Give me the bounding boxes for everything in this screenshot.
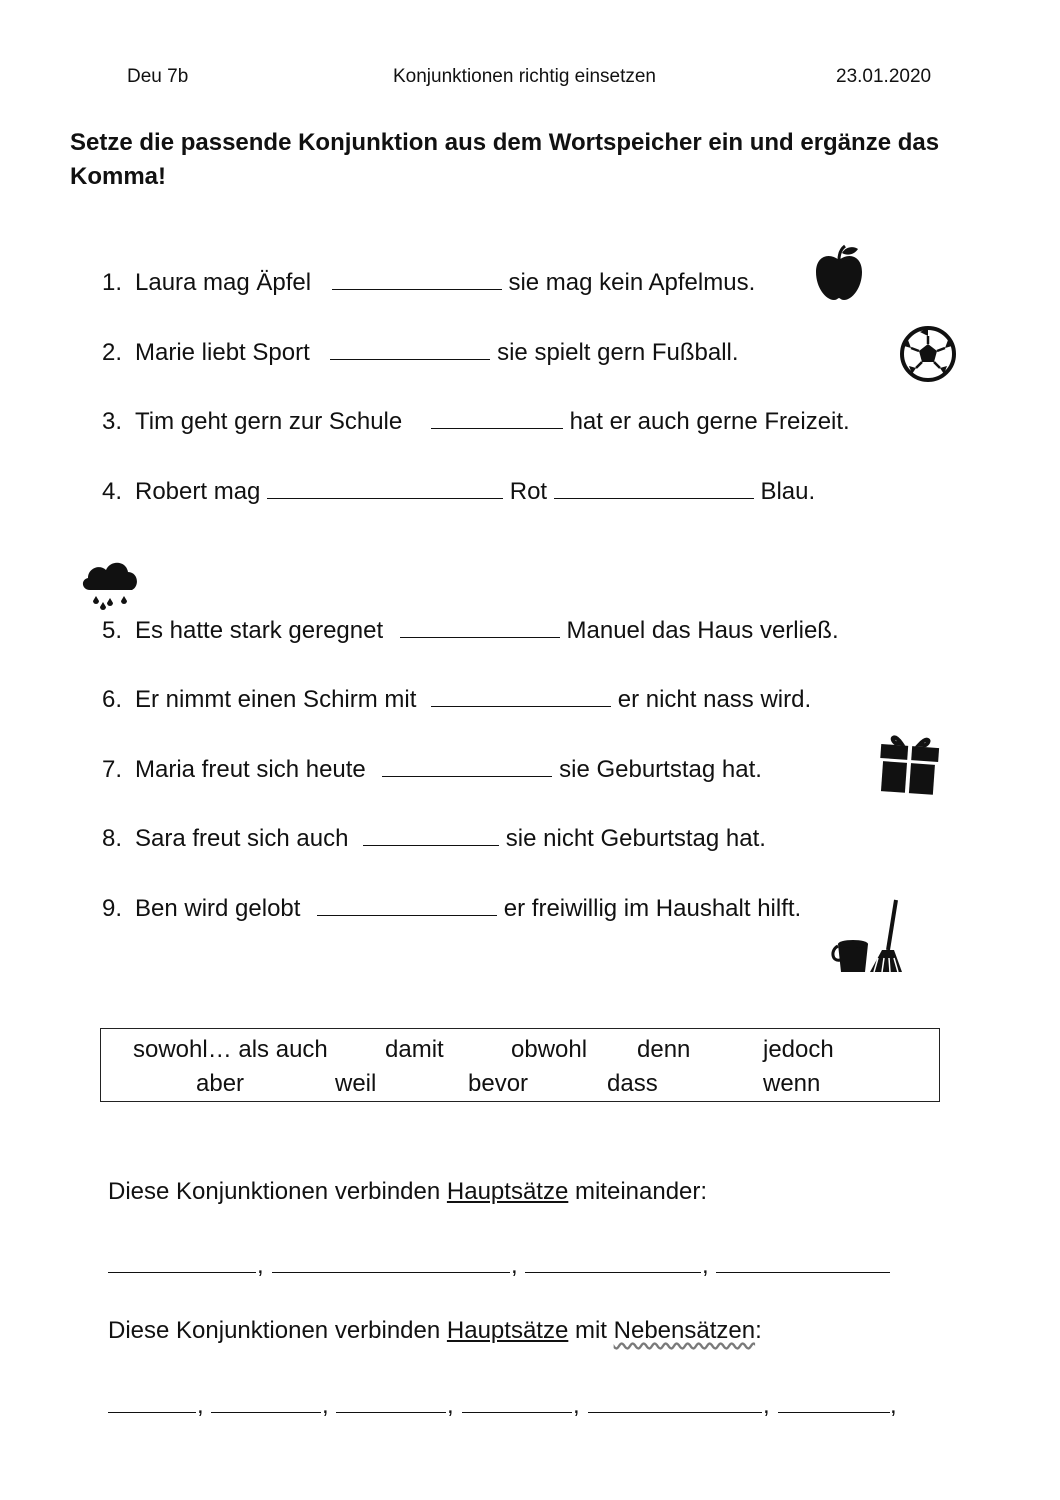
exercise-text: sie mag kein Apfelmus. bbox=[508, 269, 756, 296]
exercise-text: Blau. bbox=[760, 478, 816, 505]
comma: , bbox=[763, 1392, 770, 1419]
comma: , bbox=[890, 1392, 897, 1419]
exercise-number: 3. bbox=[102, 408, 123, 435]
answer-blank[interactable] bbox=[400, 615, 560, 638]
exercise-text: Marie liebt Sport bbox=[135, 339, 310, 366]
exercise-text: Er nimmt einen Schirm mit bbox=[135, 686, 417, 713]
exercise-number: 8. bbox=[102, 825, 123, 852]
exercise-text: Ben wird gelobt bbox=[135, 895, 301, 922]
answer-line[interactable] bbox=[272, 1272, 510, 1273]
exercise-text: Manuel das Haus verließ. bbox=[566, 617, 839, 644]
exercise-text: Laura mag Äpfel bbox=[135, 269, 312, 296]
section-text: mit bbox=[568, 1317, 614, 1344]
section-text-underlined: Hauptsätze bbox=[446, 1178, 569, 1205]
answer-line[interactable] bbox=[716, 1272, 890, 1273]
answer-blank[interactable] bbox=[267, 476, 503, 499]
section-text: miteinander: bbox=[568, 1178, 708, 1205]
word-bank-item: wenn bbox=[763, 1070, 821, 1097]
comma: , bbox=[511, 1252, 518, 1279]
answer-line[interactable] bbox=[211, 1412, 321, 1413]
word-bank-item: denn bbox=[637, 1036, 691, 1063]
bucket-broom-icon bbox=[832, 898, 906, 974]
answer-line[interactable] bbox=[525, 1272, 701, 1273]
exercise-number: 4. bbox=[102, 478, 123, 505]
exercise-text: hat er auch gerne Freizeit. bbox=[569, 408, 850, 435]
section-text: Diese Konjunktionen verbinden bbox=[108, 1178, 447, 1205]
exercise-number: 5. bbox=[102, 617, 123, 644]
gift-icon bbox=[878, 730, 940, 796]
word-bank-item: sowohl… als auch bbox=[133, 1036, 328, 1063]
answer-line[interactable] bbox=[588, 1412, 762, 1413]
header-class: Deu 7b bbox=[127, 66, 189, 87]
exercise-text: er nicht nass wird. bbox=[617, 686, 812, 713]
exercise-2 bbox=[102, 337, 739, 367]
exercise-text: Tim geht gern zur Schule bbox=[135, 408, 403, 435]
word-bank-item: aber bbox=[196, 1070, 245, 1097]
exercise-1 bbox=[102, 267, 755, 297]
exercise-number: 2. bbox=[102, 339, 123, 366]
word-bank-item: damit bbox=[385, 1036, 444, 1063]
exercise-3 bbox=[102, 406, 850, 436]
comma: , bbox=[322, 1392, 329, 1419]
comma: , bbox=[702, 1252, 709, 1279]
section-text: Diese Konjunktionen verbinden bbox=[108, 1317, 447, 1344]
exercise-number: 7. bbox=[102, 756, 123, 783]
header-title: Konjunktionen richtig einsetzen bbox=[393, 66, 657, 87]
exercise-text: er freiwillig im Haushalt hilft. bbox=[503, 895, 802, 922]
section-text-underlined: Nebensätzen bbox=[613, 1317, 756, 1344]
answer-blank[interactable] bbox=[431, 684, 611, 707]
comma: , bbox=[197, 1392, 204, 1419]
answer-blank[interactable] bbox=[554, 476, 754, 499]
exercise-text: sie Geburtstag hat. bbox=[559, 756, 762, 783]
comma: , bbox=[447, 1392, 454, 1419]
answer-blank[interactable] bbox=[332, 267, 502, 290]
answer-blank[interactable] bbox=[330, 337, 490, 360]
answer-line[interactable] bbox=[336, 1412, 446, 1413]
word-bank-item: jedoch bbox=[763, 1036, 834, 1063]
instruction: Setze die passende Konjunktion aus dem Wortspeicher ein und ergänze das Komma! bbox=[70, 129, 940, 190]
exercise-text: sie nicht Geburtstag hat. bbox=[505, 825, 766, 852]
exercise-4 bbox=[102, 476, 815, 506]
exercise-text: Sara freut sich auch bbox=[135, 825, 349, 852]
comma: , bbox=[573, 1392, 580, 1419]
exercise-text: Es hatte stark geregnet bbox=[135, 617, 384, 644]
answer-blank[interactable] bbox=[431, 406, 563, 429]
section-text-underlined: Hauptsätze bbox=[446, 1317, 569, 1344]
exercise-6 bbox=[102, 684, 811, 714]
section-hauptsaetze-label bbox=[108, 1178, 707, 1206]
soccer-ball-icon bbox=[900, 326, 956, 382]
answer-blank[interactable] bbox=[363, 823, 499, 846]
answer-blank[interactable] bbox=[382, 754, 552, 777]
word-bank-item: weil bbox=[335, 1070, 377, 1097]
exercise-7 bbox=[102, 754, 762, 784]
word-bank-item: bevor bbox=[468, 1070, 529, 1097]
section-nebensaetze-label bbox=[108, 1317, 762, 1345]
exercise-text: Robert mag bbox=[135, 478, 261, 505]
answer-line[interactable] bbox=[462, 1412, 572, 1413]
exercise-number: 1. bbox=[102, 269, 123, 296]
apple-icon bbox=[814, 244, 864, 302]
word-bank-item: dass bbox=[607, 1070, 658, 1097]
exercise-9 bbox=[102, 893, 801, 923]
exercise-text: Rot bbox=[509, 478, 548, 505]
exercise-5 bbox=[102, 615, 839, 645]
answer-line[interactable] bbox=[778, 1412, 890, 1413]
answer-line[interactable] bbox=[108, 1412, 196, 1413]
comma: , bbox=[257, 1252, 264, 1279]
exercise-text: Maria freut sich heute bbox=[135, 756, 366, 783]
answer-line[interactable] bbox=[108, 1272, 256, 1273]
exercise-text: sie spielt gern Fußball. bbox=[497, 339, 739, 366]
rain-cloud-icon bbox=[80, 558, 140, 610]
header-date: 23.01.2020 bbox=[836, 66, 932, 87]
section-text: : bbox=[755, 1317, 762, 1344]
exercise-number: 9. bbox=[102, 895, 123, 922]
answer-blank[interactable] bbox=[317, 893, 497, 916]
exercise-number: 6. bbox=[102, 686, 123, 713]
exercise-8 bbox=[102, 823, 766, 853]
word-bank-item: obwohl bbox=[511, 1036, 588, 1063]
